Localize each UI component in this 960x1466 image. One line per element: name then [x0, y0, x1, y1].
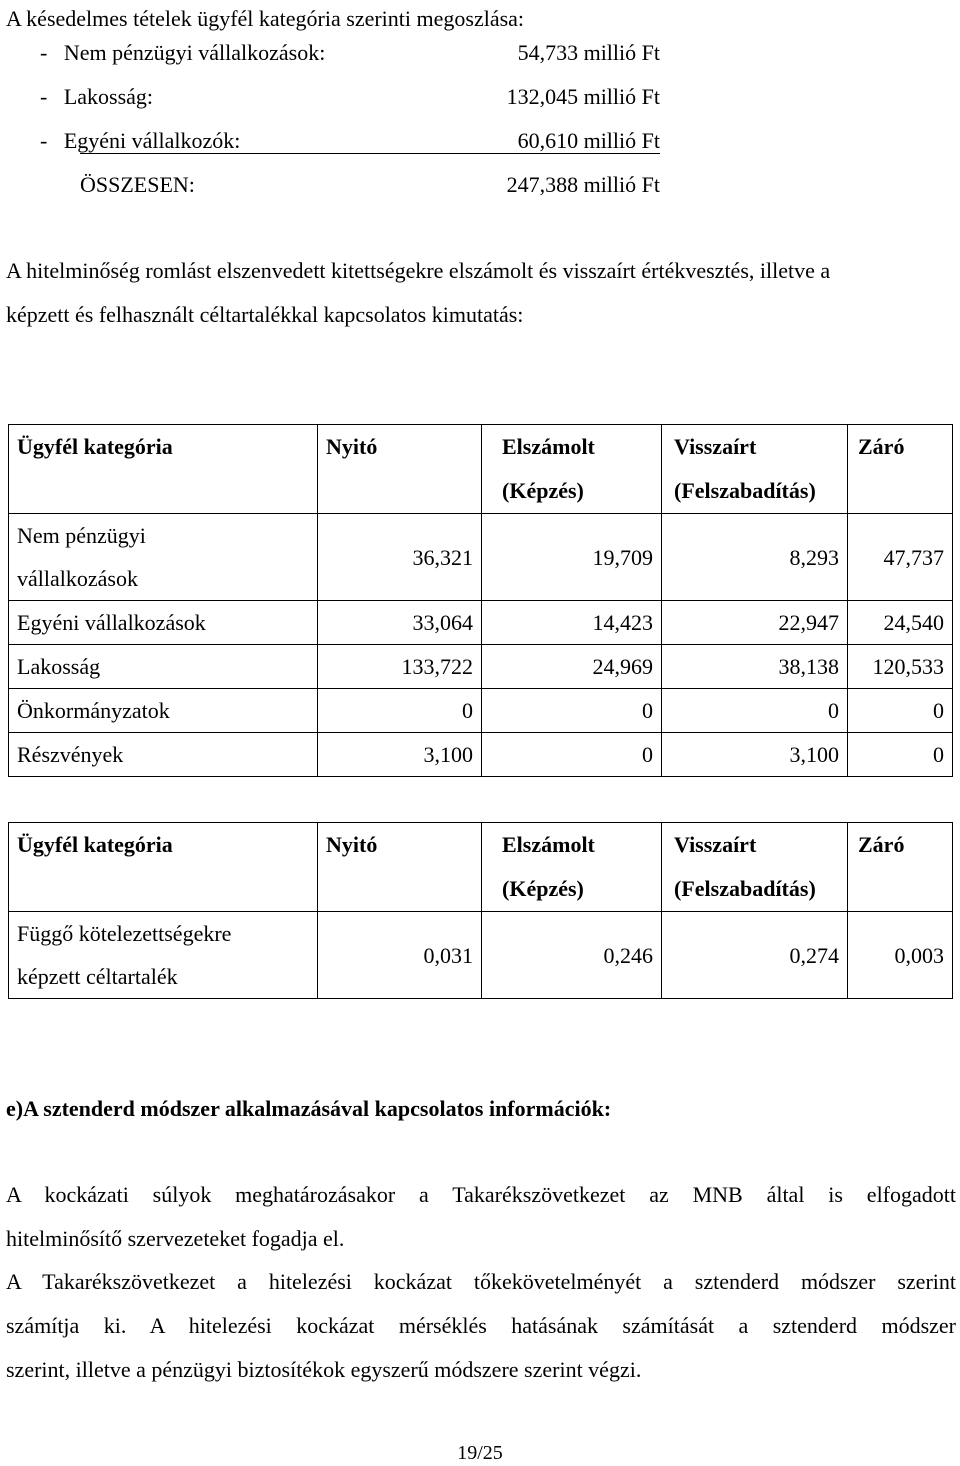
delinquent-row-value: 60,610 millió Ft [517, 128, 660, 153]
table-row [9, 689, 953, 733]
row-booked: 0 [482, 733, 662, 777]
table-row [9, 733, 953, 777]
row-category: Önkormányzatok [9, 689, 318, 733]
intro-line: képzett és felhasznált céltartalékkal kapcsolatos kimutatás: [6, 302, 524, 327]
row-reversed: 38,138 [662, 645, 848, 689]
paragraph-line: A kockázati súlyok meghatározásakor a Takarékszövetkezet az MNB által is elfogadott [6, 1182, 956, 1207]
header-category: Ügyfél kategória [9, 823, 318, 912]
delinquent-title: A késedelmes tételek ügyfél kategória szerinti megoszlása: [6, 6, 525, 31]
row-reversed: 0,274 [662, 912, 848, 999]
header-booked: Elszámolt (Képzés) [482, 425, 662, 514]
header-closing: Záró [848, 823, 953, 912]
row-closing: 0 [848, 689, 953, 733]
row-booked: 19,709 [482, 514, 662, 601]
table-header-row [9, 425, 953, 514]
table-row [9, 645, 953, 689]
row-closing: 24,540 [848, 601, 953, 645]
row-category: Lakosság [9, 645, 318, 689]
row-booked: 24,969 [482, 645, 662, 689]
row-opening: 133,722 [318, 645, 482, 689]
paragraph-line: A Takarékszövetkezet a hitelezési kockázat tőkekövetelményét a sztenderd módszer szerint [6, 1269, 956, 1294]
section-heading: e)A sztenderd módszer alkalmazásával kapcsolatos információk: [6, 1096, 612, 1121]
table-header-row [9, 823, 953, 912]
paragraph-line: szerint, illetve a pénzügyi biztosítékok egyszerű módszere szerint végzi. [6, 1357, 642, 1382]
row-category: Függő kötelezettségekre képzett céltartalék [9, 912, 318, 999]
header-closing: Záró [848, 425, 953, 514]
table-row [9, 601, 953, 645]
paragraph-line: számítja ki. A hitelezési kockázat mérséklés hatásának számítását a sztenderd módszer [6, 1313, 956, 1338]
row-booked: 0 [482, 689, 662, 733]
row-opening: 0 [318, 689, 482, 733]
paragraph-line: hitelminősítő szervezeteket fogadja el. [6, 1226, 345, 1251]
row-category: Részvények [9, 733, 318, 777]
row-category: Nem pénzügyi vállalkozások [9, 514, 318, 601]
header-category: Ügyfél kategória [9, 425, 318, 514]
delinquent-row-label: - Nem pénzügyi vállalkozások: [40, 40, 326, 65]
table-row [9, 514, 953, 601]
row-closing: 120,533 [848, 645, 953, 689]
row-opening: 36,321 [318, 514, 482, 601]
provision-table [8, 822, 953, 999]
row-booked: 14,423 [482, 601, 662, 645]
row-closing: 47,737 [848, 514, 953, 601]
delinquent-total-label: ÖSSZESEN: [80, 172, 195, 197]
row-opening: 3,100 [318, 733, 482, 777]
header-opening: Nyitó [318, 823, 482, 912]
header-booked: Elszámolt (Képzés) [482, 823, 662, 912]
total-rule [80, 153, 660, 154]
delinquent-row-value: 132,045 millió Ft [506, 84, 660, 109]
table-row [9, 912, 953, 999]
delinquent-total-value: 247,388 millió Ft [506, 172, 660, 197]
row-opening: 0,031 [318, 912, 482, 999]
header-reversed: Visszaírt (Felszabadítás) [662, 425, 848, 514]
row-category: Egyéni vállalkozások [9, 601, 318, 645]
row-reversed: 8,293 [662, 514, 848, 601]
delinquent-row-label: - Lakosság: [40, 84, 154, 109]
impairment-table [8, 424, 953, 777]
row-reversed: 3,100 [662, 733, 848, 777]
row-closing: 0 [848, 733, 953, 777]
row-opening: 33,064 [318, 601, 482, 645]
row-reversed: 0 [662, 689, 848, 733]
delinquent-row-value: 54,733 millió Ft [517, 40, 660, 65]
row-reversed: 22,947 [662, 601, 848, 645]
header-reversed: Visszaírt (Felszabadítás) [662, 823, 848, 912]
row-closing: 0,003 [848, 912, 953, 999]
row-booked: 0,246 [482, 912, 662, 999]
delinquent-row-label: - Egyéni vállalkozók: [40, 128, 241, 153]
header-opening: Nyitó [318, 425, 482, 514]
page-number: 19/25 [457, 1442, 503, 1464]
intro-line: A hitelminőség romlást elszenvedett kitettségekre elszámolt és visszaírt értékvesztés, illetve a [6, 258, 831, 283]
